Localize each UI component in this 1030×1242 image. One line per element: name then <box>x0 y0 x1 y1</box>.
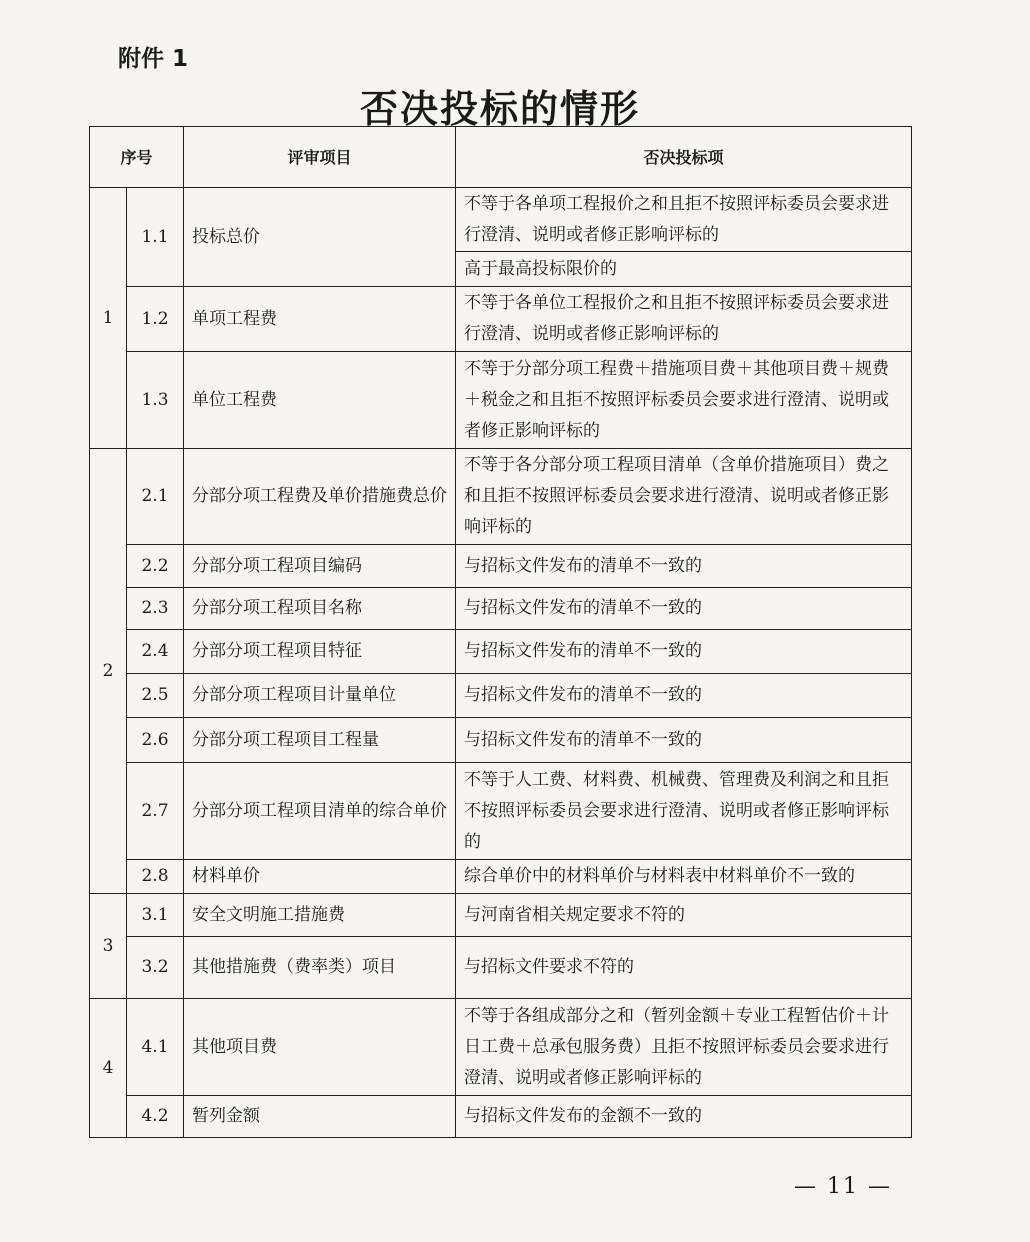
table-row <box>90 630 912 674</box>
review-item: 分部分项工程项目工程量 <box>184 718 456 763</box>
group-number: 1 <box>90 188 127 449</box>
review-item: 安全文明施工措施费 <box>184 894 456 937</box>
sub-number: 2.4 <box>127 630 184 674</box>
rejection-criterion: 与招标文件发布的清单不一致的 <box>456 718 912 763</box>
page-title: 否决投标的情形 <box>359 86 640 131</box>
review-item: 其他措施费（费率类）项目 <box>184 937 456 999</box>
header-rejection-item: 否决投标项 <box>456 127 912 188</box>
sub-number: 3.2 <box>127 937 184 999</box>
rejection-criterion: 与招标文件要求不符的 <box>456 937 912 999</box>
group-number: 4 <box>90 999 127 1138</box>
table-row <box>90 763 912 860</box>
review-item: 分部分项工程项目名称 <box>184 588 456 630</box>
sub-number: 2.2 <box>127 545 184 588</box>
table-header-row <box>90 127 912 188</box>
table-row <box>90 718 912 763</box>
sub-number: 2.5 <box>127 674 184 718</box>
sub-number: 1.3 <box>127 352 184 449</box>
rejection-criterion: 与招标文件发布的清单不一致的 <box>456 674 912 718</box>
group-number: 3 <box>90 894 127 999</box>
table-row <box>90 287 912 352</box>
rejection-criteria-table <box>89 126 912 1138</box>
table-row <box>90 674 912 718</box>
review-item: 单项工程费 <box>184 287 456 352</box>
review-item: 其他项目费 <box>184 999 456 1096</box>
review-item: 投标总价 <box>184 188 456 287</box>
header-review-item: 评审项目 <box>184 127 456 188</box>
rejection-criterion: 与招标文件发布的清单不一致的 <box>456 545 912 588</box>
table-row <box>90 352 912 449</box>
table-body <box>90 188 912 1138</box>
rejection-criterion: 与河南省相关规定要求不符的 <box>456 894 912 937</box>
rejection-criterion: 不等于各分部分项工程项目清单（含单价措施项目）费之和且拒不按照评标委员会要求进行澄清、说明或者修正影响评标的 <box>456 449 912 545</box>
sub-number: 2.1 <box>127 449 184 545</box>
sub-number: 1.2 <box>127 287 184 352</box>
table-row <box>90 860 912 894</box>
header-number: 序号 <box>90 127 184 188</box>
table-row <box>90 545 912 588</box>
table-row <box>90 188 912 252</box>
rejection-criterion: 不等于人工费、材料费、机械费、管理费及利润之和且拒不按照评标委员会要求进行澄清、说明或者修正影响评标的 <box>456 763 912 860</box>
sub-number: 2.7 <box>127 763 184 860</box>
review-item: 分部分项工程项目计量单位 <box>184 674 456 718</box>
sub-number: 2.6 <box>127 718 184 763</box>
review-item: 分部分项工程项目清单的综合单价 <box>184 763 456 860</box>
table-row <box>90 999 912 1096</box>
rejection-criterion: 与招标文件发布的清单不一致的 <box>456 630 912 674</box>
sub-number: 2.3 <box>127 588 184 630</box>
sub-number: 4.2 <box>127 1096 184 1138</box>
table-row <box>90 894 912 937</box>
rejection-criterion: 不等于各组成部分之和（暂列金额＋专业工程暂估价＋计日工费＋总承包服务费）且拒不按照评标委员会要求进行澄清、说明或者修正影响评标的 <box>456 999 912 1096</box>
attachment-label: 附件 1 <box>118 46 189 72</box>
table-row <box>90 937 912 999</box>
rejection-criterion: 综合单价中的材料单价与材料表中材料单价不一致的 <box>456 860 912 894</box>
review-item: 分部分项工程项目特征 <box>184 630 456 674</box>
rejection-criterion: 与招标文件发布的金额不一致的 <box>456 1096 912 1138</box>
rejection-criterion: 不等于分部分项工程费＋措施项目费＋其他项目费＋规费＋税金之和且拒不按照评标委员会要求进行澄清、说明或者修正影响评标的 <box>456 352 912 449</box>
sub-number: 1.1 <box>127 188 184 287</box>
table-row <box>90 1096 912 1138</box>
sub-number: 3.1 <box>127 894 184 937</box>
review-item: 分部分项工程费及单价措施费总价 <box>184 449 456 545</box>
review-item: 单位工程费 <box>184 352 456 449</box>
rejection-criterion: 与招标文件发布的清单不一致的 <box>456 588 912 630</box>
group-number: 2 <box>90 449 127 894</box>
rejection-criterion: 高于最高投标限价的 <box>456 252 912 287</box>
review-item: 分部分项工程项目编码 <box>184 545 456 588</box>
review-item: 暂列金额 <box>184 1096 456 1138</box>
rejection-criterion: 不等于各单项工程报价之和且拒不按照评标委员会要求进行澄清、说明或者修正影响评标的 <box>456 188 912 252</box>
page-number: — 11 — <box>794 1174 892 1199</box>
sub-number: 2.8 <box>127 860 184 894</box>
sub-number: 4.1 <box>127 999 184 1096</box>
table-row <box>90 449 912 545</box>
table-row <box>90 588 912 630</box>
review-item: 材料单价 <box>184 860 456 894</box>
rejection-criterion: 不等于各单位工程报价之和且拒不按照评标委员会要求进行澄清、说明或者修正影响评标的 <box>456 287 912 352</box>
